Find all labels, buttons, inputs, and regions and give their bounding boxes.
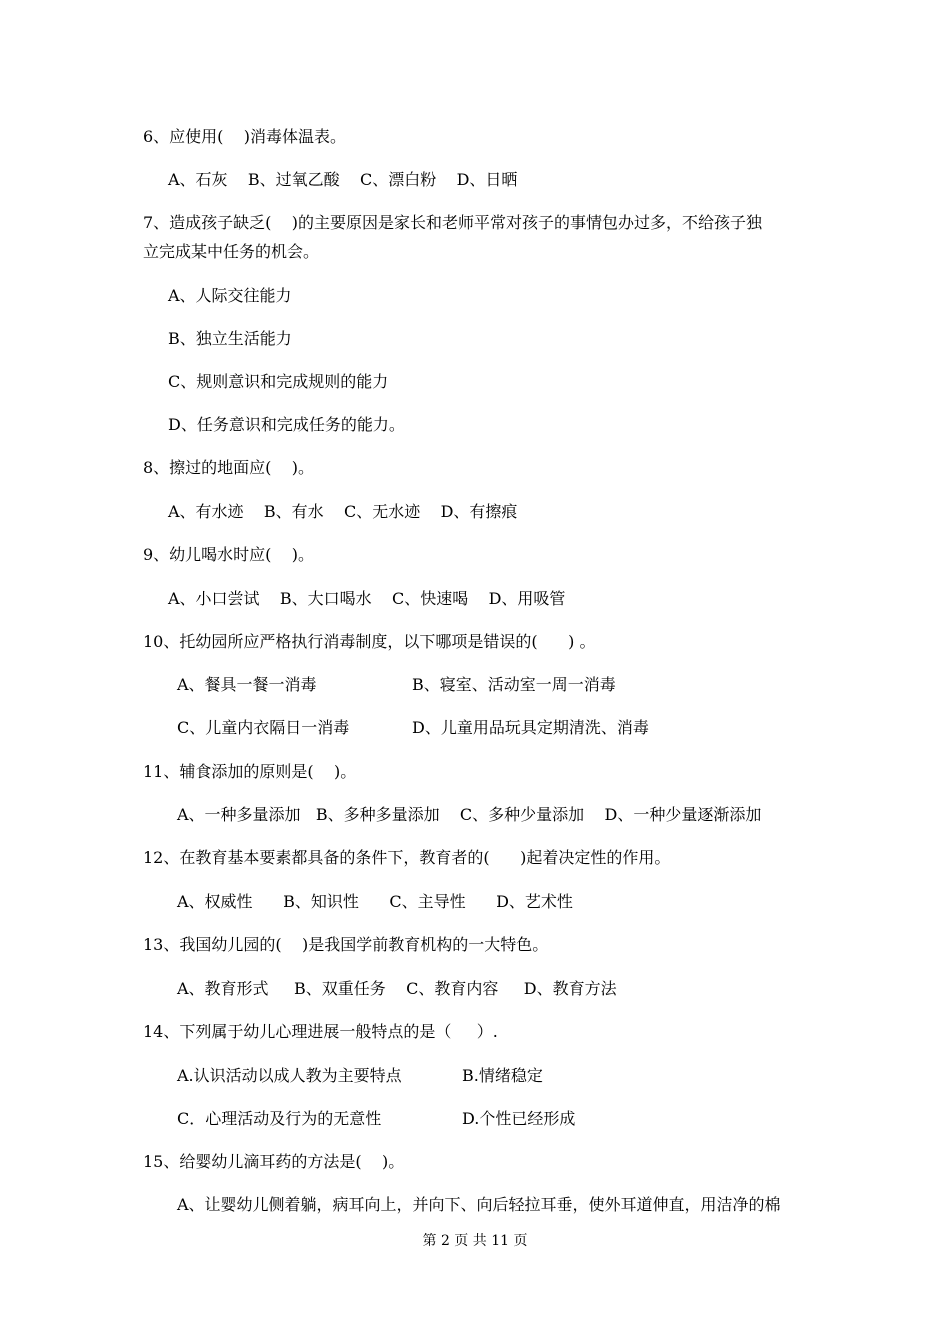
question-12-options: A、权威性 B、知识性 C、主导性 D、艺术性	[177, 892, 573, 911]
question-8-options: A、有水迹 B、有水 C、无水迹 D、有擦痕	[168, 502, 518, 521]
question-7-option-b: B、独立生活能力	[168, 329, 292, 348]
question-7-option-d: D、任务意识和完成任务的能力。	[168, 415, 405, 434]
question-9-options: A、小口尝试 B、大口喝水 C、快速喝 D、用吸管	[168, 589, 566, 608]
question-13: 13、我国幼儿园的( )是我国学前教育机构的一大特色。	[143, 935, 549, 954]
question-15: 15、给婴幼儿滴耳药的方法是( )。	[143, 1152, 405, 1171]
page-footer: 第 2 页 共 11 页	[422, 1233, 528, 1249]
question-6: 6、应使用( )消毒体温表。	[143, 127, 347, 146]
question-10-option-d: D、儿童用品玩具定期清洗、消毒	[412, 718, 649, 737]
question-14: 14、下列属于幼儿心理进展一般特点的是（ ）.	[143, 1022, 498, 1041]
question-11: 11、辅食添加的原则是( )。	[143, 762, 357, 781]
question-14-option-b: B.情绪稳定	[462, 1066, 543, 1085]
question-14-option-c: C．心理活动及行为的无意性	[177, 1109, 382, 1128]
question-14-option-a: A.认识活动以成人教为主要特点	[177, 1066, 402, 1085]
question-7-line-1: 7、造成孩子缺乏( )的主要原因是家长和老师平常对孩子的事情包办过多，不给孩子独	[143, 213, 763, 232]
question-7-line-2: 立完成某中任务的机会。	[143, 242, 320, 261]
question-8: 8、擦过的地面应( )。	[143, 458, 315, 477]
question-7-option-a: A、人际交往能力	[168, 286, 292, 305]
question-11-options: A、一种多量添加 B、多种多量添加 C、多种少量添加 D、一种少量逐渐添加	[177, 805, 762, 824]
question-12: 12、在教育基本要素都具备的条件下，教育者的( )起着决定性的作用。	[143, 848, 671, 867]
question-9: 9、幼儿喝水时应( )。	[143, 545, 315, 564]
question-7-option-c: C、规则意识和完成规则的能力	[168, 372, 389, 391]
question-6-options: A、石灰 B、过氧乙酸 C、漂白粉 D、日晒	[168, 170, 518, 189]
question-13-options: A、教育形式 B、双重任务 C、教育内容 D、教育方法	[177, 979, 617, 998]
question-10-option-a: A、餐具一餐一消毒	[177, 675, 317, 694]
question-10-option-c: C、儿童内衣隔日一消毒	[177, 718, 350, 737]
question-14-option-d: D.个性已经形成	[462, 1109, 576, 1128]
question-10-option-b: B、寝室、活动室一周一消毒	[412, 675, 616, 694]
question-15-option-a: A、让婴幼儿侧着躺，病耳向上，并向下、向后轻拉耳垂，使外耳道伸直，用洁净的棉	[177, 1195, 781, 1214]
question-10: 10、托幼园所应严格执行消毒制度，以下哪项是错误的( ) 。	[143, 632, 596, 651]
